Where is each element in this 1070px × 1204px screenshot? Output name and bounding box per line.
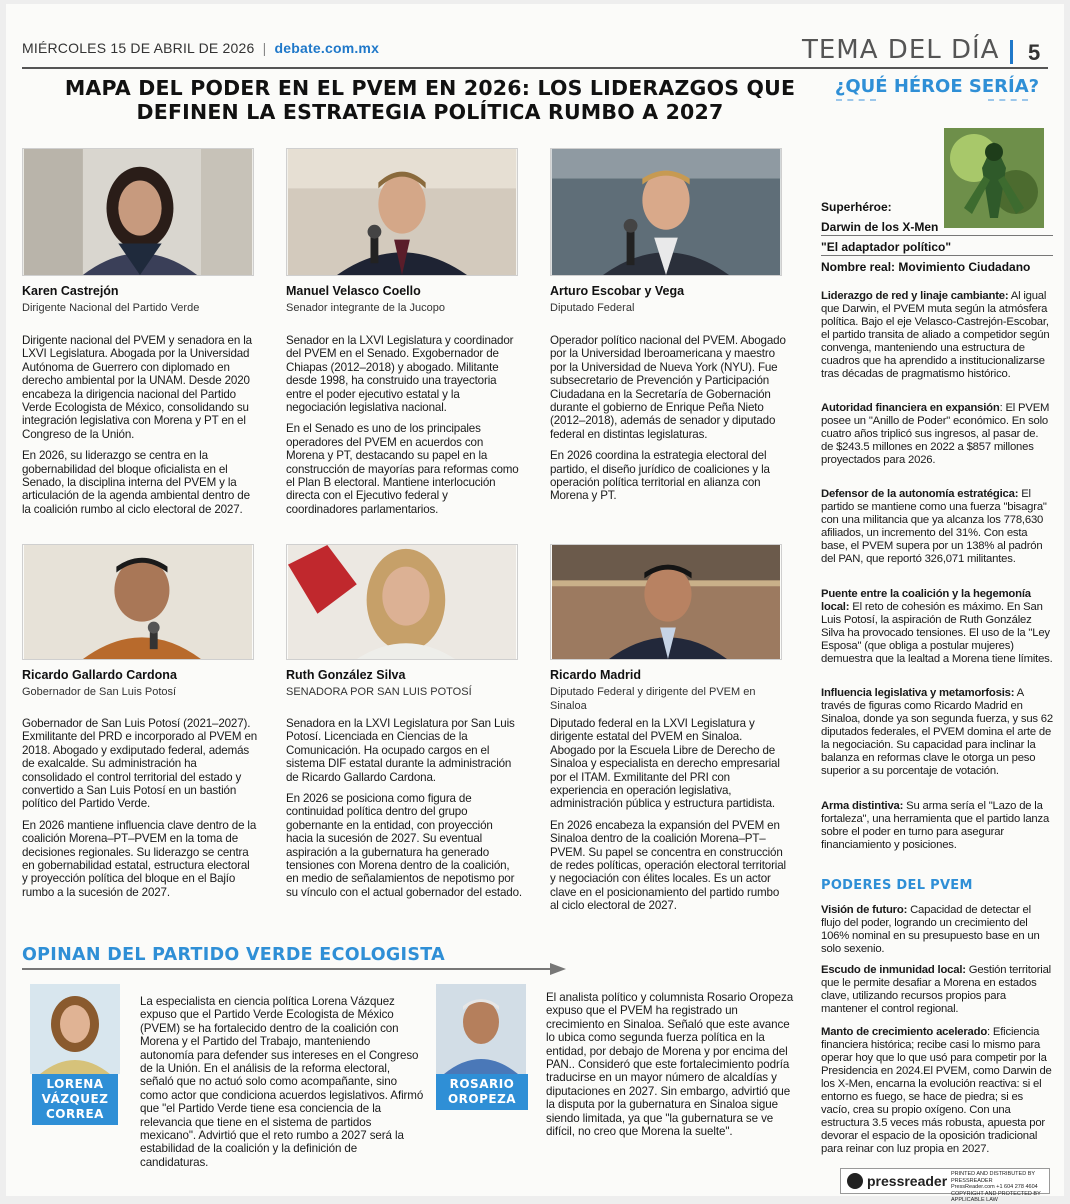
superhero-label: Superhéroe:: [821, 200, 892, 214]
power-item: [821, 964, 1053, 1016]
bio-paragraph: Operador político nacional del PVEM. Abogado por la Universidad Iberoamericana y maestro por la Universidad de Nueva York (NYU). Fue subsecretario de Prevención y Participación Ciudadana en la Secretaría de Gobernación durante el gobierno de Enrique Peña Nieto (2012–2018), además de senador y diputado federal en distintas legislaturas.: [550, 334, 786, 441]
profile-bio: [22, 717, 258, 899]
pressreader-fineprint: [951, 1171, 1047, 1204]
real-name-label: Nombre real:: [821, 260, 896, 274]
hero-question: ¿QUÉ HÉROE SERÍA?: [834, 76, 1040, 97]
hero-trait: [821, 488, 1053, 566]
pressreader-wordmark: pressreader: [867, 1173, 948, 1189]
photo-ruth-gonzalez: [286, 544, 518, 660]
profile-name: Ricardo Madrid: [550, 668, 641, 682]
bio-paragraph: En 2026 se posiciona como figura de continuidad política dentro del grupo gobernante en la entidad, con proyección hacia la sucesión de 2027. Su eventual aspiración a la gubernatura ha generado tensiones con Morena dentro de la coalición, en medio de señalamientos de nepotismo por su vínculo con el actual gobernador del estado.: [286, 792, 522, 899]
name-line: CORREA: [46, 1107, 104, 1121]
arrow-head: [550, 963, 566, 975]
opinion-text: El analista político y columnista Rosario Oropeza expuso que el PVEM ha registrado un crecimiento en Sinaloa. Señaló que este avance lo ubica como segunda fuerza política en la entidad, por debajo de Morena y por encima del PAN.. Consideró que este fortalecimiento podría traducirse en un mayor número de alcaldías y diputaciones en 2027. Sin embargo, advirtió que la disputa por la gubernatura en Sinaloa sigue siendo limitada, ya que "la gubernatura se ve difícil, no creo que Morena la suelte".: [546, 991, 794, 1139]
profile-role: Diputado Federal: [550, 302, 635, 314]
pressreader-icon: [847, 1173, 863, 1189]
photo-arturo-escobar: [550, 148, 782, 276]
headline: MAPA DEL PODER EN EL PVEM EN 2026: LOS LIDERAZGOS QUE DEFINEN LA ESTRATEGIA POLÍTICA RUMBO A 2027: [64, 76, 796, 124]
photo-ricardo-madrid: [550, 544, 782, 660]
hero-trait: [821, 687, 1053, 778]
profile-role: Gobernador de San Luis Potosí: [22, 686, 177, 698]
header-rule: [22, 67, 1048, 69]
bio-paragraph: Dirigente nacional del PVEM y senadora en la LXVI Legislatura. Abogada por la Universidad Autónoma de Guerrero con diplomado en derecho ambiental por la UNAM. Desde 2020 encabeza la dirigencia nacional del Partido Verde Ecologista de México, consolidando su integración legislativa con Morena y PT en el Congreso de la Unión.: [22, 334, 252, 441]
site-link[interactable]: debate.com.mx: [274, 40, 380, 56]
real-name: [821, 260, 1030, 274]
underline: [821, 255, 1053, 256]
trait-title: Autoridad financiera en expansión: [821, 402, 1000, 414]
profile-bio: [550, 334, 786, 503]
hero-trait: [821, 588, 1053, 666]
profile-name: Karen Castrejón: [22, 284, 119, 298]
power-title: Manto de crecimiento acelerado: [821, 1026, 988, 1038]
bio-paragraph: En 2026 mantiene influencia clave dentro de la coalición Morena–PT–PVEM en la toma de decisiones regionales. Su liderazgo se centra en gobernabilidad estatal, estructura electoral y proyección política del bloque en el Bajío rumbo a la sucesión de 2027.: [22, 818, 257, 899]
power-item: [821, 904, 1053, 956]
bio-paragraph: En 2026, su liderazgo se centra en la gobernabilidad del bloque oficialista en el Senado, la disciplina interna del PVEM y la articulación de la agenda ambiental dentro de la coalición rumbo al ciclo electoral de 2027.: [22, 449, 250, 516]
name-line: OROPEZA: [447, 1092, 517, 1106]
underline: [821, 235, 1053, 236]
opinion-name-label: [436, 1074, 528, 1110]
fine-line: PressReader.com +1 604 278 4604: [951, 1184, 1038, 1190]
photo-manuel-velasco: [286, 148, 518, 276]
separator: |: [262, 40, 267, 56]
hero-trait: [821, 290, 1053, 381]
weekday: MIÉRCOLES: [22, 40, 107, 56]
trait-title: Liderazgo de red y linaje cambiante:: [821, 290, 1009, 302]
powers-title: PODERES DEL PVEM: [821, 878, 973, 893]
profile-bio: [286, 334, 522, 516]
bio-paragraph: En el Senado es uno de los principales operadores del PVEM en acuerdos con Morena y PT, destacando su papel en la construcción de mayorías para reformas como el Plan B electoral. Mantiene interlocución directa con el Ejecutivo federal y coordinadores parlamentarios.: [286, 422, 519, 516]
trait-text: Su arma sería el "Lazo de la fortaleza", una herramienta que el partido lanza sobre el poder en turno para asegurar financiamiento y posiciones.: [821, 800, 1050, 851]
opinions-title: OPINAN DEL PARTIDO VERDE ECOLOGISTA: [22, 945, 445, 965]
hero-trait: [821, 800, 1053, 852]
trait-text: Al igual que Darwin, el PVEM muta según la atmósfera política. Bajo el eje Velasco-Castrejón-Escobar, el partido transita de aliado a competidor según convenga, manteniendo una estructura de cuadros que ha aprendido a institucionalizarse tras décadas de pragmatismo histórico.: [821, 290, 1050, 380]
trait-title: Puente entre la coalición y la hegemonía local:: [821, 588, 1031, 613]
fine-line: COPYRIGHT AND PROTECTED BY APPLICABLE LAW: [951, 1190, 1041, 1203]
bio-paragraph: Senador en la LXVI Legislatura y coordinador del PVEM en el Senado. Exgobernador de Chiapas (2012–2018) y abogado. Militante desde 1998, ha construido una trayectoria entre el poder ejecutivo estatal y la negociación legislativa nacional.: [286, 334, 514, 415]
name-line: VÁZQUEZ: [41, 1092, 109, 1106]
fine-line: PRINTED AND DISTRIBUTED BY PRESSREADER: [951, 1171, 1035, 1184]
dash-decoration: [988, 99, 1028, 101]
profile-name: Ruth González Silva: [286, 668, 406, 682]
portrait-lorena-vazquez: [30, 984, 120, 1074]
real-name-value: Movimiento Ciudadano: [898, 260, 1031, 274]
profile-role: Diputado Federal y dirigente del PVEM en Sinaloa: [550, 686, 756, 712]
power-text: Gestión territorial que le permite desafiar a Morena en estados clave, utilizando recursos propios para mantener el control regional.: [821, 964, 1051, 1015]
superhero-nickname: "El adaptador político": [821, 240, 952, 254]
profile-role: Senador integrante de la Jucopo: [286, 302, 446, 314]
photo-ricardo-gallardo: [22, 544, 254, 660]
power-text: : Eficiencia financiera histórica; recibe casi lo mismo para operar hoy que lo que usó para competir por la Presidencia en 2024.El PVEM, como Darwin de los X-Men, encarna la evolución reactiva: si el entorno es fuego, se hace de piedra; si es vacío, crea su propio oxígeno. Con una estructura 3.5 veces más robusta, apuesta por devorar el espacio de la oposición tradicional para reinar con luz propia en 2027.: [821, 1026, 1052, 1155]
profile-role: Dirigente Nacional del Partido Verde: [22, 302, 200, 314]
bio-paragraph: En 2026 encabeza la expansión del PVEM en Sinaloa dentro de la coalición Morena–PT–PVEM. Su papel se concentra en construcción de redes políticas, operación electoral territorial y negociación con élites locales. Es un actor clave en el posicionamiento del partido rumbo al ciclo electoral de 2027.: [550, 818, 786, 913]
profile-name: Manuel Velasco Coello: [286, 284, 421, 298]
trait-title: Arma distintiva:: [821, 800, 904, 812]
date: 15 DE ABRIL DE 2026: [110, 40, 255, 56]
hero-illustration: [944, 128, 1044, 228]
bio-paragraph: Diputado federal en la LXVI Legislatura y dirigente estatal del PVEM en Sinaloa. Abogado por la Escuela Libre de Derecho de Sinaloa y especialista en derecho empresarial por el ITAM. Exmilitante del PRI con experiencia en operación legislativa, administración pública y estructura partidista.: [550, 717, 780, 811]
profile-bio: [22, 334, 258, 516]
page-number: 5: [1028, 40, 1041, 65]
section-divider: [1010, 40, 1013, 64]
power-title: Visión de futuro:: [821, 904, 908, 916]
power-text: Capacidad de detectar el flujo del poder, logrando un crecimiento del 106% nominal en su presupuesto base en un solo sexenio.: [821, 904, 1040, 955]
profile-name: Ricardo Gallardo Cardona: [22, 668, 177, 682]
newspaper-page: [6, 4, 1064, 1203]
hero-trait: [821, 402, 1053, 467]
opinion-name-label: [32, 1074, 118, 1125]
name-line: LORENA: [46, 1077, 104, 1091]
photo-karen-castrejon: [22, 148, 254, 276]
trait-title: Defensor de la autonomía estratégica:: [821, 488, 1019, 500]
section-title: TEMA DEL DÍA: [802, 35, 1000, 65]
dash-decoration: [836, 99, 876, 101]
issue-date: [22, 40, 379, 56]
profile-bio: [550, 717, 786, 913]
power-title: Escudo de inmunidad local:: [821, 964, 966, 976]
trait-text: El partido se mantiene como una fuerza "bisagra" con una militancia que ya alcanza los 778,630 afiliados, un incremento del 31%. Con esta base, el PVEM supera por un 138% al padrón del PAN, que reportó 326,071 militantes.: [821, 488, 1047, 565]
arrow-rule: [22, 968, 552, 970]
trait-title: Influencia legislativa y metamorfosis:: [821, 687, 1015, 699]
profile-role: SENADORA POR SAN LUIS POTOSÍ: [286, 686, 472, 698]
portrait-rosario-oropeza: [436, 984, 526, 1074]
bio-paragraph: Gobernador de San Luis Potosí (2021–2027). Exmilitante del PRD e incorporado al PVEM en 2018. Abogado y exdiputado federal, además de exalcalde. Su administración ha consolidado el control territorial del estado y convertido a San Luis Potosí en un bastión político del Partido Verde.: [22, 717, 258, 811]
superhero-name: Darwin de los X-Men: [821, 220, 939, 234]
profile-bio: [286, 717, 522, 899]
bio-paragraph: Senadora en la LXVI Legislatura por San Luis Potosí. Licenciada en Ciencias de la Comunicación. Ha ocupado cargos en el sistema DIF estatal durante la administración de Ricardo Gallardo Cardona.: [286, 717, 515, 784]
name-line: ROSARIO: [449, 1077, 515, 1091]
profile-name: Arturo Escobar y Vega: [550, 284, 685, 298]
trait-text: El reto de cohesión es máximo. En San Luis Potosí, la aspiración de Ruth González Silva ha provocado tensiones. El uso de la "Ley Esposa" (que obliga a postular mujeres) demuestra que la lealtad a Morena tiene límites.: [821, 601, 1053, 665]
pressreader-badge[interactable]: [840, 1168, 1050, 1203]
bio-paragraph: En 2026 coordina la estrategia electoral del partido, el diseño jurídico de coaliciones y la operación política territorial en alianza con Morena y PT.: [550, 449, 770, 503]
trait-text: : El PVEM posee un "Anillo de Poder" económico. En solo cuatro años triplicó sus ingresos, al pasar de. de $243.5 millones en 2022 a $857 millones proyectados para 2026.: [821, 402, 1050, 466]
power-item: [821, 1026, 1053, 1156]
trait-text: A través de figuras como Ricardo Madrid en Sinaloa, donde ya son segunda fuerza, y sus 62 diputados federales, el PVEM domina el arte de la negociación. Su capacidad para inclinar la balanza en reformas clave le otorga un peso superior a su porcentaje de votación.: [821, 687, 1053, 777]
opinion-text: La especialista en ciencia política Lorena Vázquez expuso que el Partido Verde Ecologista de México (PVEM) se ha fortalecido dentro de la coalición con Morena y el Partido del Trabajo, manteniendo autonomía para defender sus intereses en el Congreso de la Unión. En el análisis de la reforma electoral, señaló que no actuó solo como acompañante, sino como actor que condiciona acuerdos legislativos. Afirmó que "el Partido Verde tiene esa conciencia de la relevancia que tiene en el sistema de partidos mexicano". Advirtió que el reto rumbo a 2027 será la estabilidad de la coalición y la definición de candidaturas.: [140, 995, 424, 1169]
